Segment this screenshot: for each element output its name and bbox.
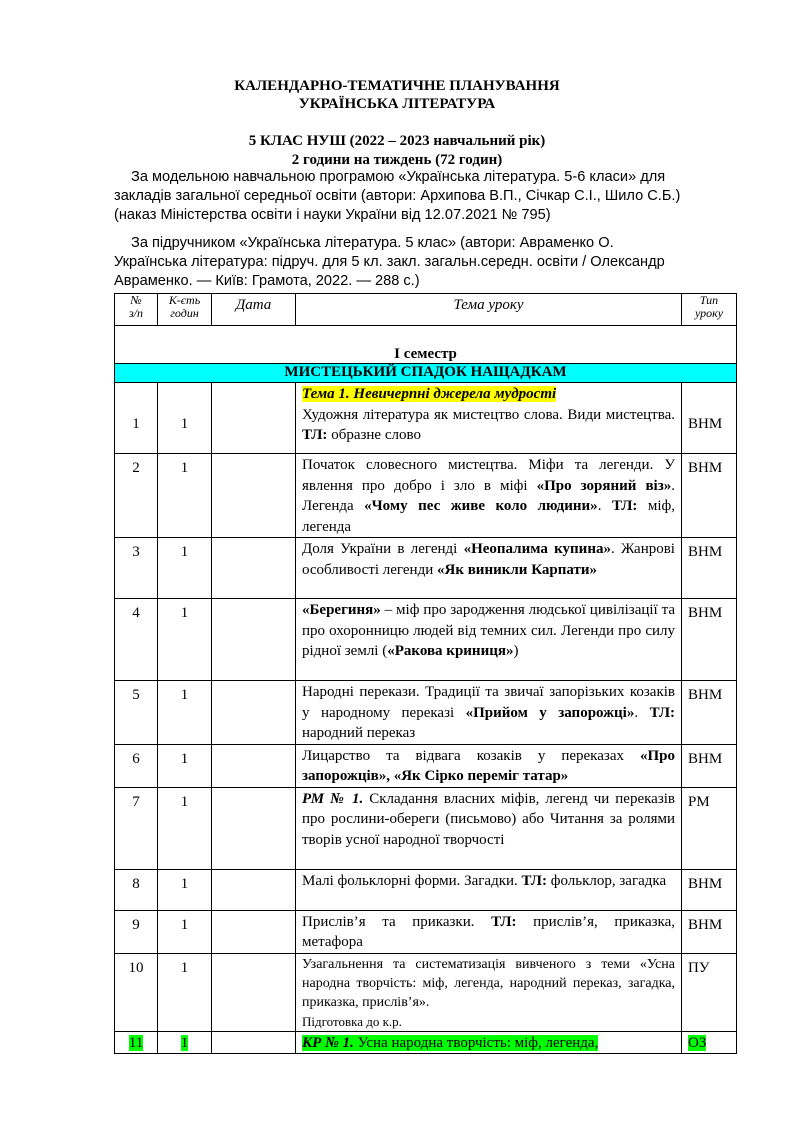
topic-text: Доля України в легенді [302,541,464,557]
row-type: ВНМ [682,869,737,910]
table-row [115,910,737,953]
topic-text: образне слово [327,427,421,443]
row-type: ВНМ [682,744,737,787]
topic-text: Усна народна творчість: міф, легенда, [353,1034,599,1051]
row-date [212,454,296,538]
row-hours: 1 [158,953,212,1031]
plan-table [114,293,737,1054]
header-type-line2: уроку [694,306,724,320]
row-topic [296,1031,682,1054]
row-date [212,681,296,745]
row-hours: 1 [158,538,212,599]
topic-text: . Легенда [302,477,675,514]
row-hours [158,1031,212,1054]
section-title-text: МИСТЕЦЬКИЙ СПАДОК НАЩАДКАМ [284,364,567,380]
row-hours: 1 [158,454,212,538]
row-date [212,599,296,681]
topic-text: Художня література як мистецтво слова. Види мистецтва. [302,406,675,423]
table-row [115,1031,737,1054]
row-date [212,1031,296,1054]
row-num-text: 11 [128,1034,144,1051]
row-num: 10 [115,953,158,1031]
table-header-row [115,294,737,326]
row-num [115,1031,158,1054]
header-type [682,294,737,326]
topic-theme-title: Тема 1. Невичерпні джерела мудрості [302,386,557,402]
topic-bold: ТЛ: [302,427,328,443]
row-type-text: ОЗ [688,1034,707,1051]
row-hours: 1 [158,787,212,869]
row-num: 8 [115,869,158,910]
row-num: 2 [115,454,158,538]
topic-text: Лицарство та відвага козаків у переказах [302,747,640,764]
header-hours-line1: К-єть [168,293,201,307]
row-topic [296,383,682,454]
row-topic [296,787,682,869]
topic-text: народний переказ [302,725,416,741]
row-date [212,538,296,599]
semester-row [115,326,737,364]
topic-bold: ТЛ: [491,913,517,930]
textbook-text: За підручником «Українська література. 5 клас» (автори: Авраменко О. Українська література: підруч. для 5 кл. закл. загальн.середн. освіти / Олександр Авраменко. — Київ: Грамота, 2022. — 288 с.) [114,235,665,289]
topic-bold: «Про зоряний віз» [536,477,672,494]
topic-bold-italic: КР № 1. [302,1034,354,1051]
header-theme: Тема уроку [296,294,682,326]
row-topic [296,681,682,745]
doc-subject: УКРАЇНСЬКА ЛІТЕРАТУРА [298,96,496,112]
row-hours: 1 [158,744,212,787]
table-row [115,869,737,910]
program-paragraph [114,168,682,225]
row-type [682,1031,737,1054]
topic-bold: «Про запорожців», «Як Сірко переміг татар» [302,747,675,784]
row-topic [296,538,682,599]
section-title [115,364,737,383]
row-topic [296,910,682,953]
header-num-line2: з/п [128,306,143,320]
topic-text: – міф про зародження людської цивілізації та про охоронницю людей від темних сил. Легенди про силу рідної землі ( [302,602,675,659]
topic-text: прислів’я, приказка, метафора [302,913,675,950]
topic-bold: «Як виникли Карпати» [436,561,597,578]
topic-text: Народні перекази. Традиції та звичаї запорізьких козаків у народному переказі [302,684,675,721]
topic-bold-italic: РМ № 1. [302,790,364,807]
doc-class-year: 5 КЛАС НУШ (2022 – 2023 навчальний рік) [248,133,546,149]
row-type: ПУ [682,953,737,1031]
topic-text: ) [513,643,519,659]
row-date [212,787,296,869]
topic-text: міф, легенда [302,498,675,535]
row-date [212,953,296,1031]
row-topic [296,869,682,910]
row-hours: 1 [158,910,212,953]
row-hours: 1 [158,869,212,910]
header-num [115,294,158,326]
header-hours-line2: годин [170,306,199,320]
topic-bold: «Неопалима купина» [463,541,611,557]
row-type: ВНМ [682,383,737,454]
row-num: 5 [115,681,158,745]
row-topic [296,953,682,1031]
row-hours: 1 [158,681,212,745]
header-date: Дата [212,294,296,326]
topic-bold: «Чому пес живе коло людини» [364,498,598,514]
doc-hours: 2 години на тиждень (72 годин) [291,152,503,168]
topic-bold: ТЛ: [611,498,638,514]
row-hours: 1 [158,599,212,681]
topic-text: Початок словесного мистецтва. Міфи та легенди. У явлення про добро і зло в міфі [302,457,675,494]
doc-title: КАЛЕНДАРНО-ТЕМАТИЧНЕ ПЛАНУВАННЯ [234,78,560,94]
row-date [212,910,296,953]
textbook-paragraph [114,234,682,291]
topic-bold: «Берегиня» [302,602,381,618]
topic-text: фольклор, загадка [546,872,667,889]
row-num: 3 [115,538,158,599]
row-type: ВНМ [682,454,737,538]
semester-label: I семестр [115,326,737,364]
header-hours [158,294,212,326]
row-hours-text: 1 [180,1034,189,1051]
topic-text: . [597,498,602,514]
table-row [115,538,737,599]
row-date [212,744,296,787]
header-num-line1: № [130,293,142,307]
topic-text: Малі фольклорні форми. Загадки. [302,872,522,889]
table-row [115,681,737,745]
header-type-line1: Тип [699,293,719,307]
table-row [115,787,737,869]
row-num: 4 [115,599,158,681]
row-topic [296,599,682,681]
topic-bold: «Ракова криниця» [387,643,514,659]
row-type: ВНМ [682,681,737,745]
row-type: ВНМ [682,910,737,953]
topic-text: . Жанрові особливості легенди [302,541,675,578]
row-date [212,869,296,910]
row-type: ВНМ [682,599,737,681]
row-topic [296,744,682,787]
row-num: 9 [115,910,158,953]
topic-bold: ТЛ: [521,872,547,889]
topic-bold: ТЛ: [649,704,675,721]
table-row [115,744,737,787]
row-num: 1 [115,383,158,454]
section-row [115,364,737,383]
row-hours: 1 [158,383,212,454]
table-row [115,953,737,1031]
topic-text: Підготовка до к.р. [302,1013,402,1029]
row-type: РМ [682,787,737,869]
topic-text: Прислів’я та приказки. [302,913,492,930]
program-text: За модельною навчальною програмою «Українська література. 5-6 класи» для закладів загальної середньої освіти (автори: Архипова В.П., Січкар С.І., Шило С.Б.) (наказ Міністерства освіти і науки України від 12.07.2021 № 795) [114,169,681,223]
row-num: 6 [115,744,158,787]
row-num: 7 [115,787,158,869]
topic-text: . [634,704,650,721]
topic-text: Складання власних міфів, легенд чи переказів про рослини-обереги (письмово) або Читання за ролями творів усної народної творчості [302,790,675,848]
topic-bold: «Прийом у запорожці» [465,704,635,721]
row-topic [296,454,682,538]
table-row [115,599,737,681]
row-date [212,383,296,454]
table-row [115,454,737,538]
row-type: ВНМ [682,538,737,599]
topic-text: Узагальнення та систематизація вивченого з теми «Усна народна творчість: міф, легенда, народний переказ, загадка, приказка, прислів’я». [302,956,675,1010]
table-row [115,383,737,454]
